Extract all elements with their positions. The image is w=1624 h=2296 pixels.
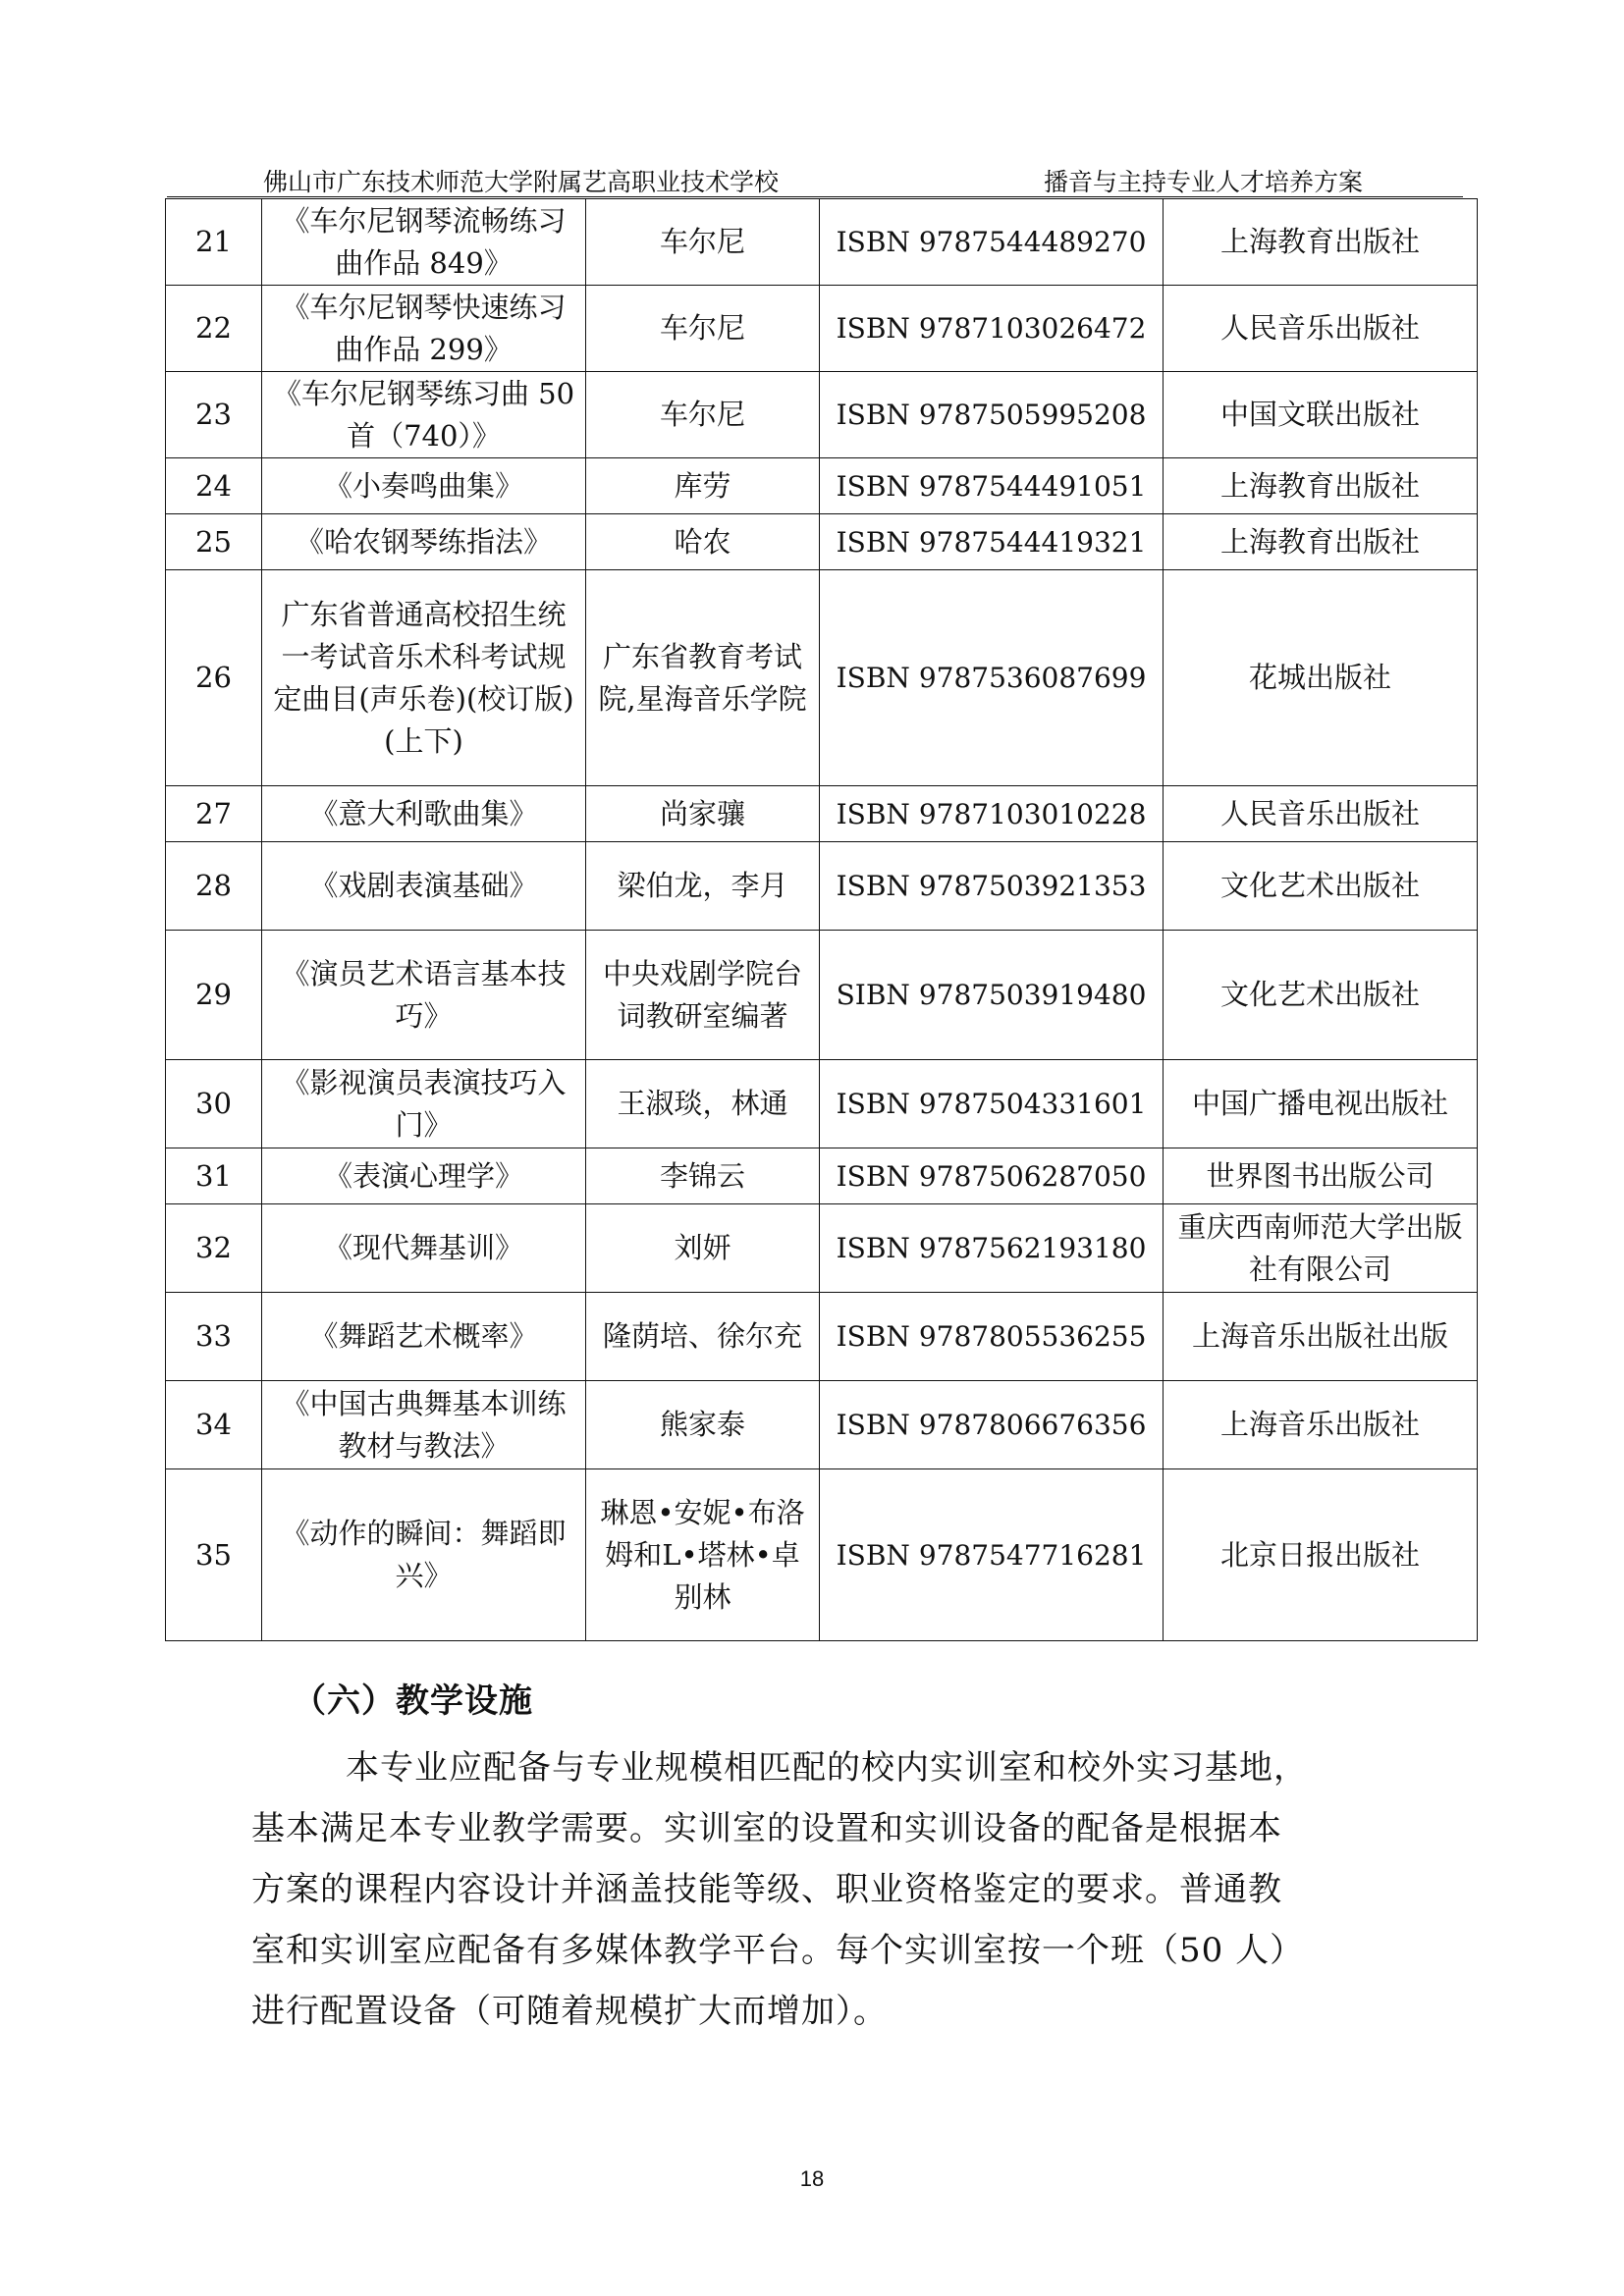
cell-publisher: 文化艺术出版社 xyxy=(1164,931,1478,1060)
cell-title: 《车尔尼钢琴快速练习曲作品 299》 xyxy=(262,286,586,372)
cell-author: 车尔尼 xyxy=(586,199,820,286)
cell-isbn: ISBN 9787544491051 xyxy=(820,458,1164,514)
cell-publisher: 北京日报出版社 xyxy=(1164,1469,1478,1641)
cell-isbn: ISBN 9787562193180 xyxy=(820,1204,1164,1293)
table-row xyxy=(166,786,1478,842)
cell-title: 《车尔尼钢琴流畅练习曲作品 849》 xyxy=(262,199,586,286)
cell-title: 《现代舞基训》 xyxy=(262,1204,586,1293)
cell-isbn: SIBN 9787503919480 xyxy=(820,931,1164,1060)
cell-number: 21 xyxy=(166,199,262,286)
cell-publisher: 中国文联出版社 xyxy=(1164,372,1478,458)
cell-publisher: 上海教育出版社 xyxy=(1164,458,1478,514)
cell-publisher: 文化艺术出版社 xyxy=(1164,842,1478,931)
cell-author: 尚家骧 xyxy=(586,786,820,842)
section-heading: （六）教学设施 xyxy=(293,1682,533,1721)
cell-publisher: 重庆西南师范大学出版社有限公司 xyxy=(1164,1204,1478,1293)
cell-author: 王淑琰，林通 xyxy=(586,1060,820,1148)
cell-author: 中央戏剧学院台词教研室编著 xyxy=(586,931,820,1060)
cell-number: 33 xyxy=(166,1293,262,1381)
cell-number: 30 xyxy=(166,1060,262,1148)
cell-number: 24 xyxy=(166,458,262,514)
cell-isbn: ISBN 9787806676356 xyxy=(820,1381,1164,1469)
cell-isbn: ISBN 9787536087699 xyxy=(820,570,1164,786)
cell-author: 刘妍 xyxy=(586,1204,820,1293)
cell-publisher: 世界图书出版公司 xyxy=(1164,1148,1478,1204)
textbook-table xyxy=(165,198,1478,1641)
cell-author: 库劳 xyxy=(586,458,820,514)
cell-number: 22 xyxy=(166,286,262,372)
cell-number: 31 xyxy=(166,1148,262,1204)
cell-author: 李锦云 xyxy=(586,1148,820,1204)
table-row xyxy=(166,1060,1478,1148)
cell-publisher: 上海音乐出版社 xyxy=(1164,1381,1478,1469)
table-row xyxy=(166,842,1478,931)
table-row xyxy=(166,514,1478,570)
cell-isbn: ISBN 9787505995208 xyxy=(820,372,1164,458)
paragraph-line: 本专业应配备与专业规模相匹配的校内实训室和校外实习基地， xyxy=(346,1748,1308,1788)
cell-isbn: ISBN 9787544489270 xyxy=(820,199,1164,286)
cell-title: 《车尔尼钢琴练习曲 50 首（740）》 xyxy=(262,372,586,458)
cell-isbn: ISBN 9787506287050 xyxy=(820,1148,1164,1204)
table-row xyxy=(166,1381,1478,1469)
cell-author: 广东省教育考试院,星海音乐学院 xyxy=(586,570,820,786)
table-row xyxy=(166,286,1478,372)
cell-author: 哈农 xyxy=(586,514,820,570)
paragraph-line: 进行配置设备（可随着规模扩大而增加）。 xyxy=(251,1992,888,2031)
document-title: 播音与主持专业人才培养方案 xyxy=(1043,168,1363,196)
cell-publisher: 上海教育出版社 xyxy=(1164,514,1478,570)
cell-title: 《小奏鸣曲集》 xyxy=(262,458,586,514)
cell-title: 《演员艺术语言基本技巧》 xyxy=(262,931,586,1060)
cell-publisher: 上海教育出版社 xyxy=(1164,199,1478,286)
paragraph-line: 方案的课程内容设计并涵盖技能等级、职业资格鉴定的要求。普通教 xyxy=(251,1870,1282,1909)
cell-title: 《哈农钢琴练指法》 xyxy=(262,514,586,570)
cell-number: 26 xyxy=(166,570,262,786)
cell-title: 《意大利歌曲集》 xyxy=(262,786,586,842)
table-row xyxy=(166,199,1478,286)
cell-title: 广东省普通高校招生统一考试音乐术科考试规定曲目(声乐卷)(校订版)(上下) xyxy=(262,570,586,786)
cell-number: 28 xyxy=(166,842,262,931)
table-row xyxy=(166,931,1478,1060)
table-row xyxy=(166,1204,1478,1293)
school-name: 佛山市广东技术师范大学附属艺高职业技术学校 xyxy=(263,168,780,196)
cell-author: 熊家泰 xyxy=(586,1381,820,1469)
cell-author: 车尔尼 xyxy=(586,286,820,372)
cell-title: 《戏剧表演基础》 xyxy=(262,842,586,931)
table-row xyxy=(166,1148,1478,1204)
cell-publisher: 中国广播电视出版社 xyxy=(1164,1060,1478,1148)
page-header xyxy=(167,161,1463,197)
cell-number: 29 xyxy=(166,931,262,1060)
cell-publisher: 花城出版社 xyxy=(1164,570,1478,786)
table-row xyxy=(166,1469,1478,1641)
cell-number: 35 xyxy=(166,1469,262,1641)
cell-number: 25 xyxy=(166,514,262,570)
cell-title: 《表演心理学》 xyxy=(262,1148,586,1204)
cell-author: 琳恩•安妮•布洛姆和L•塔林•卓别林 xyxy=(586,1469,820,1641)
cell-author: 车尔尼 xyxy=(586,372,820,458)
paragraph-line: 室和实训室应配备有多媒体教学平台。每个实训室按一个班（50 人） xyxy=(251,1931,1305,1970)
cell-author: 梁伯龙，李月 xyxy=(586,842,820,931)
cell-title: 《中国古典舞基本训练教材与教法》 xyxy=(262,1381,586,1469)
cell-publisher: 人民音乐出版社 xyxy=(1164,286,1478,372)
cell-isbn: ISBN 9787103026472 xyxy=(820,286,1164,372)
table-row xyxy=(166,570,1478,786)
cell-publisher: 上海音乐出版社出版 xyxy=(1164,1293,1478,1381)
cell-number: 23 xyxy=(166,372,262,458)
table-row xyxy=(166,372,1478,458)
cell-author: 隆荫培、徐尔充 xyxy=(586,1293,820,1381)
paragraph-line: 基本满足本专业教学需要。实训室的设置和实训设备的配备是根据本 xyxy=(251,1809,1282,1848)
cell-isbn: ISBN 9787547716281 xyxy=(820,1469,1164,1641)
cell-title: 《动作的瞬间：舞蹈即兴》 xyxy=(262,1469,586,1641)
page-number: 18 xyxy=(799,2166,825,2191)
cell-title: 《影视演员表演技巧入门》 xyxy=(262,1060,586,1148)
cell-isbn: ISBN 9787544419321 xyxy=(820,514,1164,570)
cell-isbn: ISBN 9787504331601 xyxy=(820,1060,1164,1148)
section-paragraph xyxy=(251,1737,1400,2042)
cell-number: 27 xyxy=(166,786,262,842)
cell-isbn: ISBN 9787103010228 xyxy=(820,786,1164,842)
cell-title: 《舞蹈艺术概率》 xyxy=(262,1293,586,1381)
table-row xyxy=(166,1293,1478,1381)
cell-number: 32 xyxy=(166,1204,262,1293)
cell-isbn: ISBN 9787503921353 xyxy=(820,842,1164,931)
cell-publisher: 人民音乐出版社 xyxy=(1164,786,1478,842)
cell-isbn: ISBN 9787805536255 xyxy=(820,1293,1164,1381)
table-row xyxy=(166,458,1478,514)
cell-number: 34 xyxy=(166,1381,262,1469)
